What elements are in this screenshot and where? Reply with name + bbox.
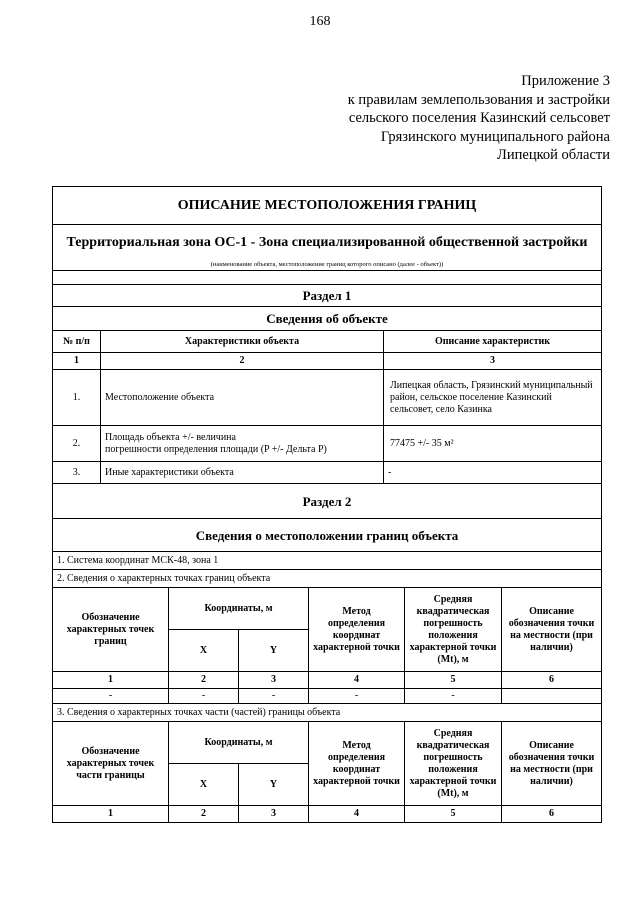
- row-characteristic: [101, 426, 384, 462]
- column-number: 2: [101, 353, 384, 370]
- empty-cell: -: [239, 689, 309, 704]
- table-row: [53, 370, 602, 426]
- column-number: 5: [405, 806, 502, 823]
- header-error: Средняя квадратическая погрешность положения характерной точки (Mt), м: [405, 588, 502, 672]
- column-number: 6: [502, 806, 602, 823]
- table-row: [53, 689, 602, 704]
- column-number: 6: [502, 672, 602, 689]
- header-x: X: [169, 764, 239, 806]
- column-number: 2: [169, 672, 239, 689]
- header-point-description: Описание обозначения точки на местности (при наличии): [502, 588, 602, 672]
- document-title: ОПИСАНИЕ МЕСТОПОЛОЖЕНИЯ ГРАНИЦ: [53, 187, 602, 225]
- zone-title: Территориальная зона ОС-1 - Зона специализированной общественной застройки: [53, 225, 602, 261]
- header-number: № п/п: [53, 331, 101, 353]
- header-x: X: [169, 630, 239, 672]
- appendix-line: Липецкой области: [497, 147, 610, 163]
- row-characteristic-line: погрешности определения площади (P +/- Дельта P): [105, 443, 327, 455]
- row-number: 1.: [53, 370, 101, 426]
- empty-cell: -: [53, 689, 169, 704]
- column-number: 5: [405, 672, 502, 689]
- column-number: 3: [239, 806, 309, 823]
- row-number: 3.: [53, 462, 101, 484]
- header-coordinates: Координаты, м: [169, 722, 309, 764]
- table-row: [53, 426, 602, 462]
- row-characteristic: Местоположение объекта: [101, 370, 384, 426]
- spacer-row: [53, 271, 602, 285]
- points-heading: 2. Сведения о характерных точках границ объекта: [53, 570, 602, 588]
- appendix-line: Приложение 3: [521, 73, 610, 89]
- column-number: 4: [309, 672, 405, 689]
- column-number: 4: [309, 806, 405, 823]
- header-y: Y: [239, 764, 309, 806]
- empty-cell: -: [405, 689, 502, 704]
- section2-name: Раздел 2: [53, 484, 602, 519]
- header-point-description: Описание обозначения точки на местности (при наличии): [502, 722, 602, 806]
- table-row: [53, 462, 602, 484]
- appendix-line: к правилам землепользования и застройки: [347, 91, 610, 108]
- boundary-points-table: [52, 551, 602, 823]
- header-error: Средняя квадратическая погрешность положения характерной точки (Mt), м: [405, 722, 502, 806]
- part-points-heading: 3. Сведения о характерных точках части (частей) границы объекта: [53, 704, 602, 722]
- header-description: Описание характеристик: [384, 331, 602, 353]
- empty-cell: -: [169, 689, 239, 704]
- header-method: Метод определения координат характерной точки: [309, 722, 405, 806]
- section1-title: Сведения об объекте: [53, 307, 602, 331]
- page-number: 168: [309, 14, 331, 29]
- column-number: 1: [53, 353, 101, 370]
- appendix-line: сельского поселения Казинский сельсовет: [348, 110, 610, 126]
- row-number: 2.: [53, 426, 101, 462]
- coordinate-system: 1. Система координат МСК-48, зона 1: [53, 552, 602, 570]
- row-description: 77475 +/- 35 м²: [384, 426, 602, 462]
- object-caption: (наименование объекта, местоположение границ которого описано (далее - объект)): [53, 261, 602, 271]
- row-description: Липецкая область, Грязинский муниципальный район, сельское поселение Казинский сельсовет, село Казинка: [384, 370, 602, 426]
- column-number: 2: [169, 806, 239, 823]
- row-characteristic-line: Площадь объекта +/- величина: [105, 431, 236, 443]
- column-number: 3: [384, 353, 602, 370]
- empty-cell: -: [309, 689, 405, 704]
- row-description: -: [384, 462, 602, 484]
- header-coordinates: Координаты, м: [169, 588, 309, 630]
- header-part-point-designation: Обозначение характерных точек части границы: [53, 722, 169, 806]
- boundary-description-table: [52, 186, 602, 552]
- header-characteristics: Характеристики объекта: [101, 331, 384, 353]
- row-characteristic: Иные характеристики объекта: [101, 462, 384, 484]
- header-point-designation: Обозначение характерных точек границ: [53, 588, 169, 672]
- header-method: Метод определения координат характерной точки: [309, 588, 405, 672]
- column-number: 1: [53, 806, 169, 823]
- appendix-block: [348, 72, 610, 165]
- header-y: Y: [239, 630, 309, 672]
- empty-cell: [502, 689, 602, 704]
- appendix-line: Грязинского муниципального района: [380, 128, 610, 145]
- section1-name: Раздел 1: [53, 285, 602, 307]
- column-number: 3: [239, 672, 309, 689]
- column-number: 1: [53, 672, 169, 689]
- section2-title: Сведения о местоположении границ объекта: [53, 519, 602, 552]
